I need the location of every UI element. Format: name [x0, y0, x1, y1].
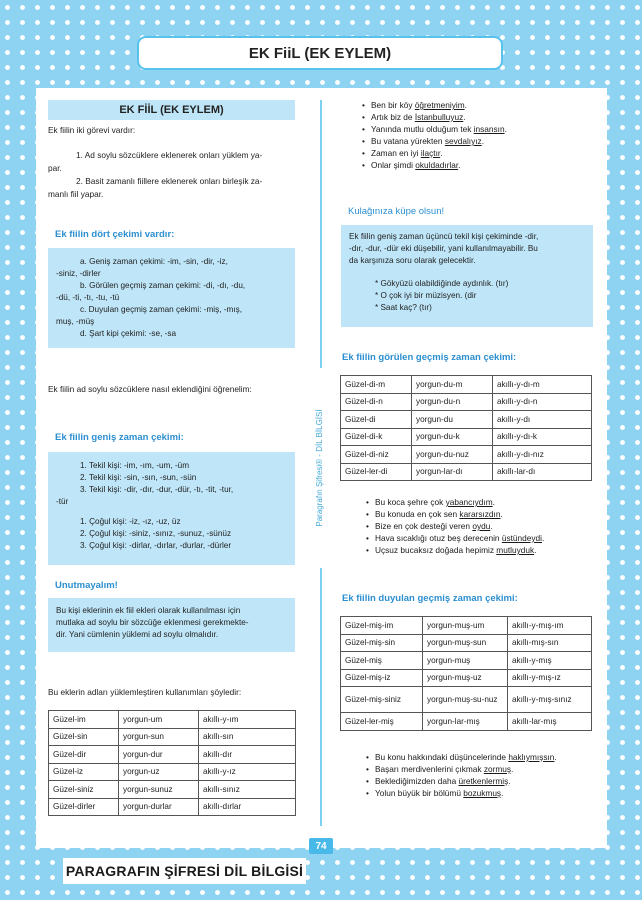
table-cell: akıllı-y-mış-ım [508, 617, 592, 635]
kulak-example: * Gökyüzü olabildiğinde aydınlık. (tır) [375, 279, 509, 288]
table-row [341, 669, 592, 687]
table-row [341, 463, 592, 481]
table-cell: akıllı-lar-dı [493, 463, 592, 481]
unutma-box [48, 598, 295, 652]
cekim-line: -siniz, -dirler [56, 269, 101, 278]
genis-heading: Ek fiilin geniş zaman çekimi: [55, 432, 184, 443]
list-item: • Yanında mutlu olduğum tek insansın. [362, 123, 602, 135]
table-cell: yorgun-du-n [412, 393, 493, 411]
cekim-line: -dü, -ti, -tı, -tu, -tü [56, 293, 120, 302]
list-item: • Yolun büyük bir bölümü bozukmuş. [366, 787, 606, 799]
list-item: • Bu vatana yürekten sevdalıyız. [362, 135, 602, 147]
kulak-line: -dır, -dur, -dür eki düşebilir, yani kullanılmayabilir. Bu [349, 244, 538, 253]
table-cell: yorgun-du-nuz [412, 446, 493, 464]
table-row [49, 798, 296, 816]
table-row [49, 711, 296, 729]
kulak-example: * Saat kaç? (tır) [375, 303, 432, 312]
list-item: • Uçsuz bucaksız doğada hepimiz mutluyduk. [366, 544, 606, 556]
table-cell: Güzel-iz [49, 763, 119, 781]
table-cell: akıllı-y-ım [199, 711, 296, 729]
table-cell: Güzel-miş-sin [341, 634, 423, 652]
genis-line: 1. Tekil kişi: -im, -ım, -um, -üm [80, 461, 190, 470]
table-cell: akıllı-dır [199, 746, 296, 764]
table-cell: Güzel-miş [341, 652, 423, 670]
kulak-example: * O çok iyi bir müzisyen. (dir [375, 291, 477, 300]
kulak-line: da karşınıza soru olarak gelecektir. [349, 256, 476, 265]
duyulan-heading: Ek fiilin duyulan geçmiş zaman çekimi: [342, 593, 518, 604]
table-row [49, 781, 296, 799]
table-cell: yorgun-du-m [412, 376, 493, 394]
table-cell: yorgun-muş-uz [423, 669, 508, 687]
unutma-line: mutlaka ad soylu bir sözcüğe eklenmesi gerekmekte- [56, 618, 249, 627]
table-cell: Güzel-di-niz [341, 446, 412, 464]
table-cell: yorgun-durlar [119, 798, 199, 816]
list-item: • Artık biz de İstanbulluyuz. [362, 111, 602, 123]
table-cell: yorgun-lar-mış [423, 713, 508, 731]
bullets-top [362, 99, 602, 171]
bullets-mid [366, 496, 606, 556]
page-number: 74 [309, 838, 333, 854]
table-row [341, 617, 592, 635]
cekim-box [48, 248, 295, 348]
table-cell: yorgun-um [119, 711, 199, 729]
table-cell: Güzel-ler-di [341, 463, 412, 481]
gorulen-table [340, 375, 592, 481]
kulak-line: Ek fiilin geniş zaman üçüncü tekil kişi çekiminde -dir, [349, 232, 539, 241]
table-cell: Güzel-di [341, 411, 412, 429]
table-row [341, 411, 592, 429]
genis-line: 2. Çoğul kişi: -siniz, -sınız, -sunuz, -sünüz [80, 529, 232, 538]
table-cell: Güzel-sin [49, 728, 119, 746]
book-title: PARAGRAFIN ŞİFRESİ DİL BİLGİSİ [63, 858, 306, 884]
table-cell: akıllı-dırlar [199, 798, 296, 816]
table-cell: Güzel-im [49, 711, 119, 729]
table-cell: Güzel-dirler [49, 798, 119, 816]
table-cell: akıllı-y-ız [199, 763, 296, 781]
genis-line: 3. Tekil kişi: -dir, -dır, -dur, -dür, -tı, -tit, -tur, [80, 485, 234, 494]
list-item: • Bize en çok desteği veren oydu. [366, 520, 606, 532]
intro-text: Ek fiilin iki görevi vardır: [48, 125, 136, 135]
vertical-series-label: Paragrafın Şifresi® - DİL BİLGİSİ [315, 368, 327, 568]
table-cell: yorgun-muş-su-nuz [423, 687, 508, 713]
table-cell: Güzel-miş-iz [341, 669, 423, 687]
genis-line: 3. Çoğul kişi: -dirlar, -dırlar, -durlar, -dürler [80, 541, 232, 550]
genis-line: -tür [56, 497, 69, 506]
table-cell: akıllı-y-dı-m [493, 376, 592, 394]
table-cell: Güzel-di-m [341, 376, 412, 394]
duty-2-line-b: manlı fiil yapar. [48, 189, 104, 199]
genis-line: 2. Tekil kişi: -sin, -sın, -sun, -sün [80, 473, 197, 482]
kulak-box [341, 225, 593, 327]
table-cell: yorgun-sunuz [119, 781, 199, 799]
table-cell: Güzel-dir [49, 746, 119, 764]
kulak-heading: Kulağınıza küpe olsun! [348, 206, 445, 217]
list-item: • Onlar şimdi okuldadırlar. [362, 159, 602, 171]
cekim-heading: Ek fiilin dört çekimi vardır: [55, 229, 175, 240]
table-row [341, 393, 592, 411]
table-cell: yorgun-du [412, 411, 493, 429]
list-item: • Hava sıcaklığı otuz beş derecenin üstündeydi. [366, 532, 606, 544]
table-row [341, 446, 592, 464]
genis-table [48, 710, 296, 816]
table-cell: Güzel-miş-siniz [341, 687, 423, 713]
genis-line: 1. Çoğul kişi: -iz, -ız, -uz, üz [80, 517, 181, 526]
table-row [341, 376, 592, 394]
left-section-heading: EK FİİL (EK EYLEM) [48, 100, 295, 120]
cekim-line: d. Şart kipi çekimi: -se, -sa [80, 329, 176, 338]
unutma-line: Bu kişi eklerinin ek fiil ekleri olarak kullanılması için [56, 606, 241, 615]
table-row [49, 746, 296, 764]
page-title: EK FiiL (EK EYLEM) [137, 36, 503, 70]
table-cell: Güzel-di-k [341, 428, 412, 446]
table-row [341, 652, 592, 670]
table-cell: akıllı-y-dı-k [493, 428, 592, 446]
cekim-line: a. Geniş zaman çekimi: -im, -sin, -dir, -iz, [80, 257, 228, 266]
table-cell: yorgun-du-k [412, 428, 493, 446]
table-cell: akıllı-y-dı-nız [493, 446, 592, 464]
table-cell: yorgun-muş-sun [423, 634, 508, 652]
table-cell: akıllı-mış-sın [508, 634, 592, 652]
genis-box [48, 452, 295, 565]
table-row [341, 687, 592, 713]
gorulen-heading: Ek fiilin görülen geçmiş zaman çekimi: [342, 352, 517, 363]
list-item: • Bu konuda en çok sen kararsızdın. [366, 508, 606, 520]
ad-soylu-text: Ek fiilin ad soylu sözcüklere nasıl eklendiğini öğrenelim: [48, 384, 252, 394]
table-cell: Güzel-ler-miş [341, 713, 423, 731]
table-cell: akıllı-y-dı-n [493, 393, 592, 411]
list-item: • Başarı merdivenlerini çıkmak zormuş. [366, 763, 606, 775]
duty-2-line-a: 2. Basit zamanlı fiillere eklenerek onları birleşik za- [76, 176, 263, 186]
table-row [49, 763, 296, 781]
list-item: • Beklediğimizden daha üretkenlermiş. [366, 775, 606, 787]
list-item: • Ben bir köy öğretmeniyim. [362, 99, 602, 111]
table-cell: akıllı-lar-mış [508, 713, 592, 731]
unutma-heading: Unutmayalım! [55, 580, 118, 591]
table-cell: akıllı-y-mış [508, 652, 592, 670]
table-cell: akıllı-y-dı [493, 411, 592, 429]
table-cell: akıllı-sınız [199, 781, 296, 799]
table-cell: Güzel-di-n [341, 393, 412, 411]
table-cell: yorgun-lar-dı [412, 463, 493, 481]
list-item: • Bu konu hakkındaki düşüncelerinde haklıymışsın. [366, 751, 606, 763]
unutma-line: dir. Yani cümlenin yüklemi ad soylu olmalıdır. [56, 630, 219, 639]
bullets-bottom [366, 751, 606, 799]
table-cell: yorgun-muş [423, 652, 508, 670]
cekim-line: muş, -müş [56, 317, 95, 326]
table-cell: Güzel-miş-im [341, 617, 423, 635]
list-item: • Bu koca şehre çok yabancıydım. [366, 496, 606, 508]
table-cell: yorgun-sun [119, 728, 199, 746]
table-row [49, 728, 296, 746]
table-cell: Güzel-siniz [49, 781, 119, 799]
table-row [341, 634, 592, 652]
duty-1 [48, 149, 298, 175]
duyulan-table [340, 616, 592, 731]
table-row [341, 428, 592, 446]
list-item: • Zaman en iyi ilaçtır. [362, 147, 602, 159]
table-cell: yorgun-muş-um [423, 617, 508, 635]
table-row [341, 713, 592, 731]
duty-2 [48, 175, 298, 201]
table-intro: Bu eklerin adları yüklemleştiren kullanımları şöyledir: [48, 687, 242, 697]
cekim-line: c. Duyulan geçmiş zaman çekimi: -miş, -mış, [80, 305, 242, 314]
duty-1-line-b: par. [48, 163, 62, 173]
table-cell: yorgun-dur [119, 746, 199, 764]
table-cell: akıllı-sın [199, 728, 296, 746]
table-cell: akıllı-y-mış-sınız [508, 687, 592, 713]
duty-1-line-a: 1. Ad soylu sözcüklere eklenerek onları yüklem ya- [76, 150, 263, 160]
table-cell: yorgun-uz [119, 763, 199, 781]
cekim-line: b. Görülen geçmiş zaman çekimi: -di, -dı, -du, [80, 281, 246, 290]
table-cell: akıllı-y-mış-ız [508, 669, 592, 687]
